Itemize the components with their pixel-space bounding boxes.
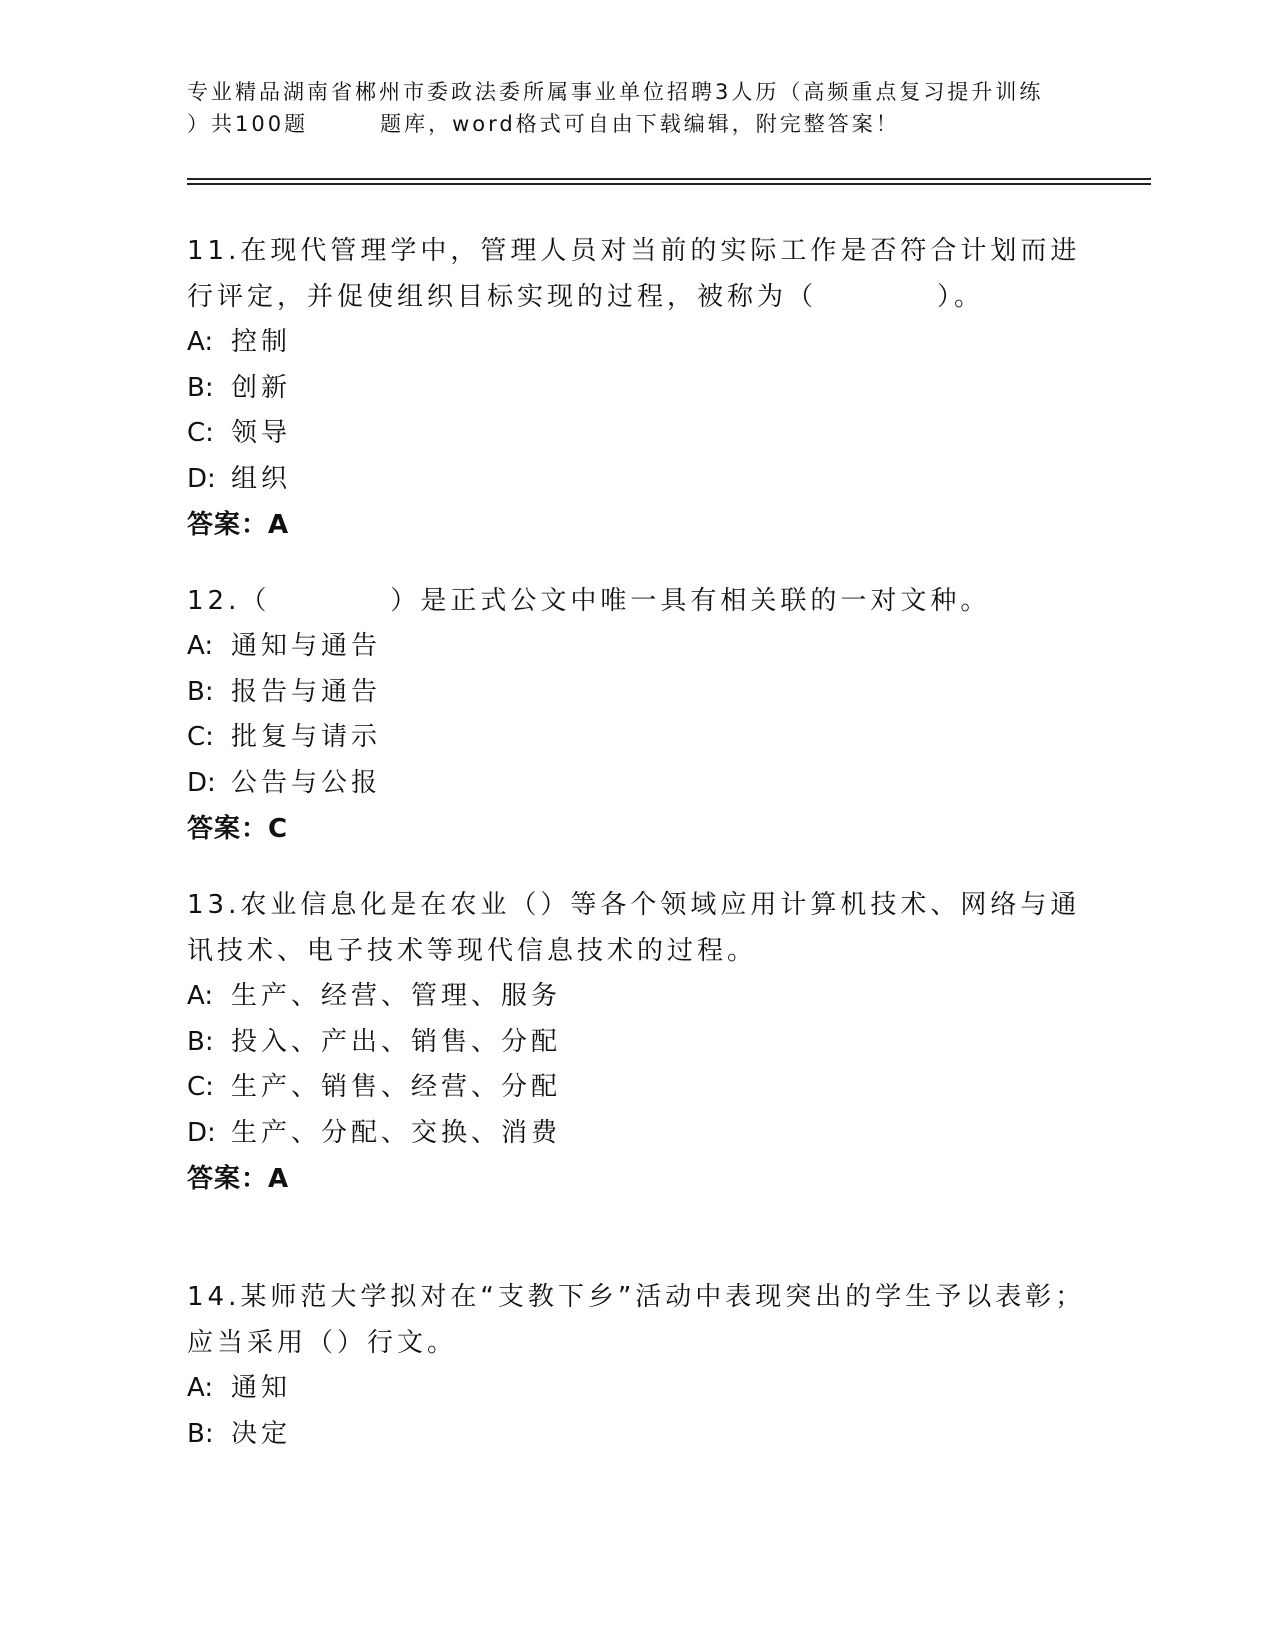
option-text: 批复与请示 <box>231 722 382 752</box>
option-key: B: <box>187 676 214 707</box>
option-c <box>187 715 1087 761</box>
option-key: D: <box>187 463 216 494</box>
answer-line: 答案：A <box>187 1164 290 1194</box>
option-a <box>187 974 1087 1020</box>
option-d <box>187 761 1087 807</box>
option-key: C: <box>187 1072 214 1102</box>
option-key: C: <box>187 418 214 448</box>
option-b <box>187 366 1087 412</box>
option-text: 控制 <box>231 327 292 357</box>
option-a <box>187 1366 1087 1412</box>
question-text-end: ）是正式公文中唯一具有相关联的一对文种。 <box>390 586 991 616</box>
option-key: D: <box>187 1117 216 1148</box>
option-text: 生产、销售、经营、分配 <box>231 1072 562 1102</box>
option-b <box>187 1412 1087 1458</box>
option-key: A: <box>187 327 214 357</box>
question-14 <box>187 1274 1087 1457</box>
option-b <box>187 670 1087 716</box>
header-divider-bottom <box>187 183 1151 185</box>
option-key: B: <box>187 1418 214 1449</box>
header-divider-top <box>187 178 1151 180</box>
question-number: 12. <box>187 586 241 616</box>
option-text: 通知与通告 <box>231 631 382 661</box>
option-c <box>187 1065 1087 1111</box>
option-a <box>187 320 1087 366</box>
option-key: A: <box>187 1373 214 1403</box>
option-text: 公告与公报 <box>231 767 382 798</box>
option-text: 通知 <box>231 1373 292 1403</box>
option-key: B: <box>187 372 214 403</box>
question-number: 13. <box>187 890 241 920</box>
question-number: 14. <box>187 1282 241 1312</box>
option-key: B: <box>187 1026 214 1057</box>
question-13 <box>187 882 1087 1202</box>
question-stem <box>187 578 1087 624</box>
option-text: 生产、经营、管理、服务 <box>231 981 562 1011</box>
question-text: （ <box>240 586 271 616</box>
question-stem <box>187 1274 1087 1366</box>
question-stem <box>187 228 1087 320</box>
question-text-end: ）。 <box>937 282 985 312</box>
option-d <box>187 457 1087 503</box>
option-text: 决定 <box>231 1418 292 1449</box>
option-text: 投入、产出、销售、分配 <box>231 1026 562 1057</box>
question-stem <box>187 882 1087 974</box>
option-d <box>187 1111 1087 1157</box>
option-key: C: <box>187 722 214 752</box>
header-title-line2 <box>187 108 1087 140</box>
document-header <box>187 76 1087 140</box>
answer-line: 答案：A <box>187 510 290 540</box>
header-title-line1: 专业精品湖南省郴州市委政法委所属事业单位招聘3人历（高频重点复习提升训练 <box>187 80 1044 104</box>
option-a <box>187 624 1087 670</box>
option-text: 创新 <box>231 372 292 403</box>
question-11 <box>187 228 1087 548</box>
question-text: 农业信息化是在农业（）等各个领域应用计算机技术、网络与通讯技术、电子技术等现代信息技术的过程。 <box>187 890 1081 966</box>
option-text: 生产、分配、交换、消费 <box>231 1117 562 1148</box>
header-description: 题库，word格式可自由下载编辑，附完整答案！ <box>380 112 900 136</box>
header-question-count: ）共100题 <box>187 112 309 136</box>
question-number: 11. <box>187 236 241 266</box>
option-key: A: <box>187 631 214 661</box>
option-text: 报告与通告 <box>231 676 382 707</box>
option-key: A: <box>187 981 214 1011</box>
option-text: 组织 <box>231 463 292 494</box>
question-12 <box>187 578 1087 852</box>
option-key: D: <box>187 767 216 798</box>
question-text: 在现代管理学中，管理人员对当前的实际工作是否符合计划而进行评定，并促使组织目标实现的过程，被称为（ <box>187 236 1081 312</box>
option-b <box>187 1020 1087 1066</box>
question-text: 某师范大学拟对在“支教下乡”活动中表现突出的学生予以表彰；应当采用（）行文。 <box>187 1282 1086 1358</box>
option-text: 领导 <box>231 418 292 448</box>
answer-line: 答案：C <box>187 814 289 844</box>
option-c <box>187 411 1087 457</box>
